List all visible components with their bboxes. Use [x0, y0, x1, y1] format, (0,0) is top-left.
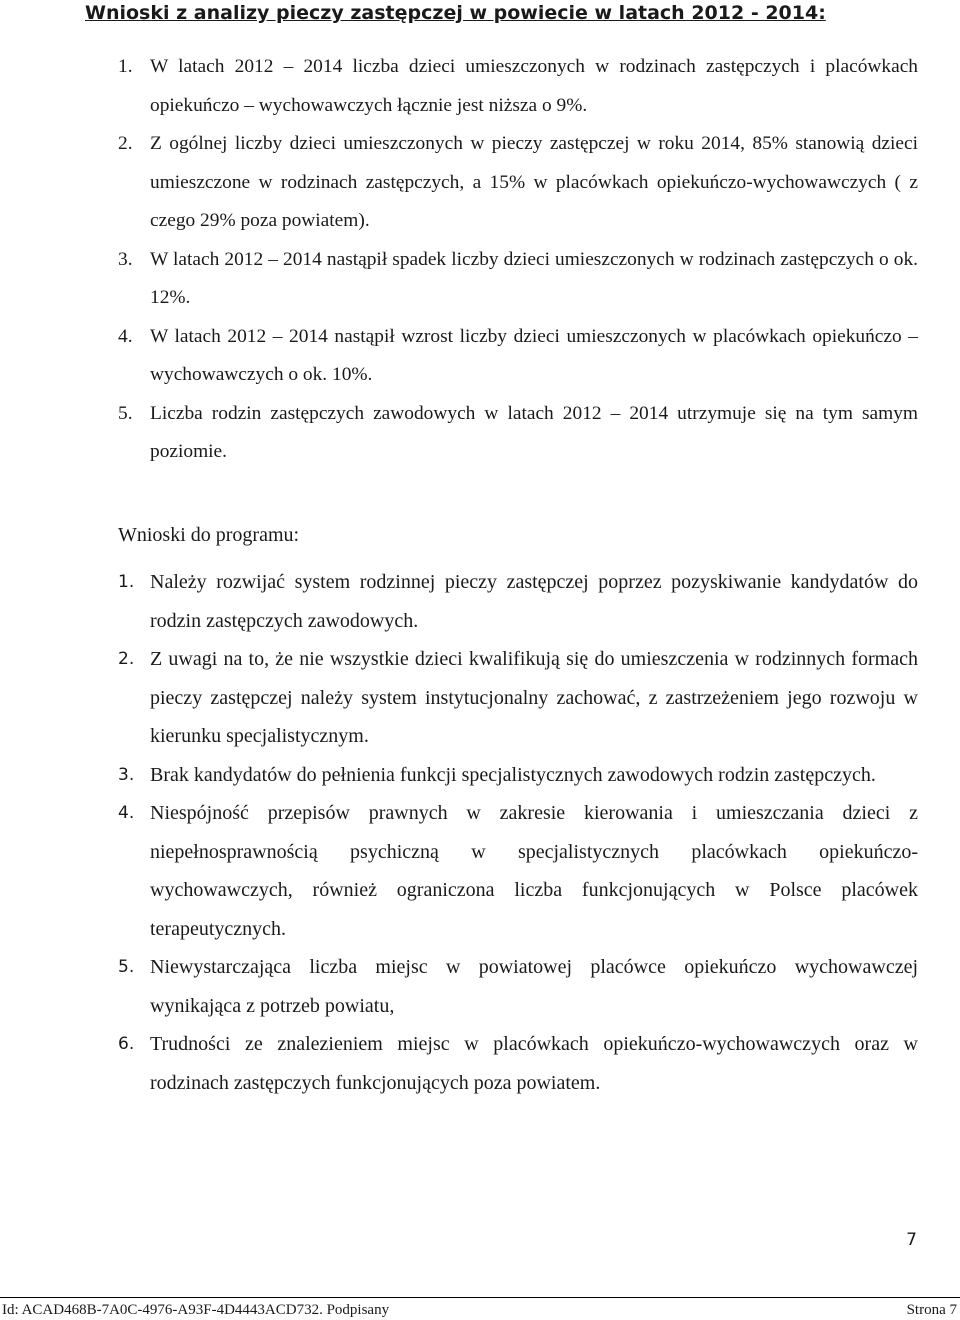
list-item-number: 4. [118, 325, 133, 347]
footer-divider [0, 1297, 960, 1298]
list-item-text: Niespójność przepisów prawnych w zakresie kierowania i umieszczania dzieci z niepełnosprawnością psychiczną w specjalistycznych placówkach opiekuńczo-wychowawczych, również ograniczona liczba funkcjonujących w Polsce placówek terapeutycznych. [150, 802, 918, 940]
list-item [118, 756, 918, 795]
list-item [118, 125, 918, 241]
list-item-text: W latach 2012 – 2014 nastąpił wzrost liczby dzieci umieszczonych w placówkach opiekuńczo – wychowawczych o ok. 10%. [150, 325, 918, 385]
page-title: Wnioski z analizy pieczy zastępczej w powiecie w latach 2012 - 2014: [85, 2, 826, 24]
list-item-number: 5. [118, 957, 135, 977]
page-number: 7 [906, 1230, 917, 1250]
list-item-number: 3. [118, 248, 133, 270]
list-item [118, 640, 918, 756]
analysis-conclusions-list [118, 48, 918, 472]
list-item-text: Należy rozwijać system rodzinnej pieczy zastępczej poprzez pozyskiwanie kandydatów do rodzin zastępczych zawodowych. [150, 571, 918, 632]
list-item-text: W latach 2012 – 2014 liczba dzieci umieszczonych w rodzinach zastępczych i placówkach opiekuńczo – wychowawczych łącznie jest niższa o 9%. [150, 56, 918, 116]
list-item [118, 794, 918, 948]
list-item-number: 1. [118, 56, 133, 77]
list-item [118, 563, 918, 640]
program-conclusions-heading: Wnioski do programu: [118, 524, 300, 546]
list-item-number: 2. [118, 133, 133, 154]
program-conclusions-list [118, 563, 918, 1102]
footer-page-label: Strona 7 [906, 1302, 957, 1318]
list-item [118, 241, 918, 318]
list-item-text: Liczba rodzin zastępczych zawodowych w latach 2012 – 2014 utrzymuje się na tym samym poziomie. [150, 402, 918, 462]
list-item [118, 48, 918, 125]
list-item [118, 1025, 918, 1102]
footer-document-id: Id: ACAD468B-7A0C-4976-A93F-4D4443ACD732. Podpisany [2, 1302, 390, 1318]
list-item-text: Brak kandydatów do pełnienia funkcji specjalistycznych zawodowych rodzin zastępczych. [150, 763, 876, 786]
list-item-text: Z ogólnej liczby dzieci umieszczonych w pieczy zastępczej w roku 2014, 85% stanowią dzieci umieszczone w rodzinach zastępczych, a 15% w placówkach opiekuńczo-wychowawczych ( z czego 29% poza powiatem). [150, 133, 918, 231]
list-item-text: Z uwagi na to, że nie wszystkie dzieci kwalifikują się do umieszczenia w rodzinnych formach pieczy zastępczej należy system instytucjonalny zachować, z zastrzeżeniem jego rozwoju w kierunku specjalistycznym. [150, 648, 918, 747]
list-item-text: Niewystarczająca liczba miejsc w powiatowej placówce opiekuńczo wychowawczej wynikająca z potrzeb powiatu, [150, 956, 918, 1017]
list-item [118, 948, 918, 1025]
list-item-number: 2. [118, 649, 135, 669]
list-item [118, 318, 918, 395]
list-item [118, 395, 918, 472]
list-item-number: 5. [118, 402, 133, 424]
list-item-number: 1. [118, 572, 135, 592]
list-item-text: W latach 2012 – 2014 nastąpił spadek liczby dzieci umieszczonych w rodzinach zastępczych o ok. 12%. [150, 248, 918, 308]
list-item-number: 4. [118, 803, 135, 823]
list-item-number: 6. [118, 1034, 135, 1054]
list-item-text: Trudności ze znalezieniem miejsc w placówkach opiekuńczo-wychowawczych oraz w rodzinach zastępczych funkcjonujących poza powiatem. [150, 1033, 918, 1094]
list-item-number: 3. [118, 764, 135, 785]
